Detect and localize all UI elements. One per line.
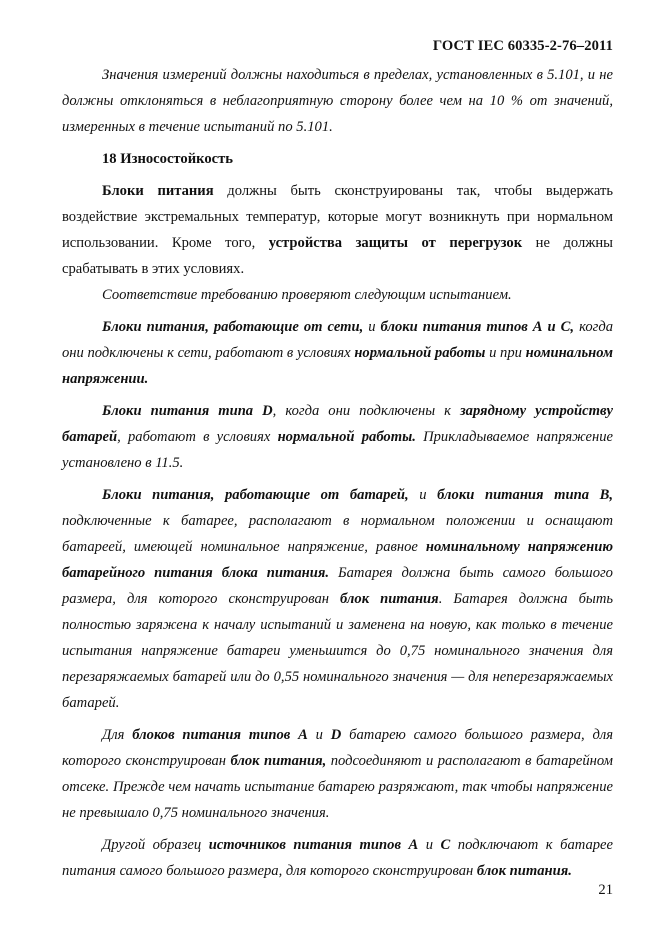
term-power-supplies: Блоки питания [102, 183, 214, 199]
term-battery-power-supplies: Блоки питания, работающие от батарей, [102, 487, 409, 503]
text-run: батарею самого большого размера, для которого сконструирован [62, 727, 613, 769]
text-run: Прикладываемое напряжение установлено в 11.5. [62, 429, 613, 471]
term-type-c: С [440, 837, 451, 853]
term-type-b-supplies: блоки питания типа В, [437, 487, 614, 503]
text-run: должны быть сконструированы так, чтобы выдержать воздействие экстремальных температур, которые могут возникнуть при нормальном использовании. Кроме того, [62, 183, 613, 251]
term-normal-operation: нормальной работы. [277, 429, 416, 445]
text-run: когда они подключены к сети, работают в условиях [62, 319, 614, 361]
text-run: и [363, 319, 381, 335]
text-run: Батарея должна быть самого большого размера, для которого сконструирован [62, 565, 613, 607]
text-run: и [408, 487, 438, 503]
term-power-supply: блок питания [339, 591, 439, 607]
standard-header: ГОСТ IEC 60335-2-76–2011 [432, 38, 613, 54]
page-number: 21 [598, 882, 613, 898]
paragraph-another-sample [62, 832, 613, 884]
term-rated-battery-voltage: номинальному напряжению батарейного питания блока питания. [62, 539, 613, 581]
paragraph-compliance-check: Соответствие требованию проверяют следующим испытанием. [102, 287, 512, 303]
text-run: и [418, 837, 441, 853]
paragraph-durability-requirement [62, 178, 613, 282]
term-type-a-supplies: блоков питания типов А [132, 727, 308, 743]
term-type-d: D [330, 727, 342, 743]
term-overload-protection: устройства защиты от перегрузок [268, 235, 523, 251]
text-run: подключают к батарее питания самого большого размера, для которого сконструирован [62, 837, 614, 879]
text-run: Для [102, 727, 133, 743]
term-power-supply: блок питания. [476, 863, 572, 879]
section-heading-18: 18 Износостойкость [102, 151, 233, 167]
paragraph-mains-supplies [62, 314, 613, 392]
paragraph-battery-supplies [62, 482, 613, 716]
text-run: . Батарея должна быть полностью заряжена к началу испытаний и заменена на новую, как только в течение испытания напряжение батареи уменьшится до 0,75 номинального значения для перезаряжаемых батарей или до 0,55 номинального значения — для неперезаряжаемых батарей. [62, 591, 613, 711]
term-type-d-supplies: Блоки питания типа D [102, 403, 273, 419]
paragraph-type-d-supplies [62, 398, 613, 476]
text-run: , работают в условиях [117, 429, 278, 445]
text-run: , когда они подключены к [272, 403, 460, 419]
text-run: подсоединяют и располагают в батарейном отсеке. Прежде чем начать испытание батарею разряжают, так чтобы напряжение не превышало 0,75 номинального значения. [62, 753, 613, 821]
text-run: и при [485, 345, 526, 361]
term-type-a-sources: источников питания типов А [208, 837, 419, 853]
text-run: Другой образец [102, 837, 209, 853]
text-run: подключенные к батарее, располагают в нормальном положении и оснащают батареей, имеющей номинальное напряжение, равное [62, 513, 613, 555]
term-normal-operation: нормальной работы [354, 345, 486, 361]
paragraph-type-a-d-battery [62, 722, 613, 826]
term-rated-voltage: номинальном напряжении. [62, 345, 613, 387]
document-body [62, 62, 613, 884]
paragraph-measurement-limits: Значения измерений должны находиться в пределах, установленных в 5.101, и не должны отклоняться в неблагоприятную сторону более чем на 10 % от значений, измеренных в течение испытаний по 5.101. [62, 67, 613, 135]
term-battery-charger: зарядному устройству батарей [62, 403, 613, 445]
text-run: и [307, 727, 331, 743]
term-type-a-c-supplies: блоки питания типов А и С, [380, 319, 575, 335]
term-power-supply: блок питания, [230, 753, 327, 769]
term-mains-power-supplies: Блоки питания, работающие от сети, [102, 319, 364, 335]
text-run: не должны срабатывать в этих условиях. [62, 235, 613, 277]
